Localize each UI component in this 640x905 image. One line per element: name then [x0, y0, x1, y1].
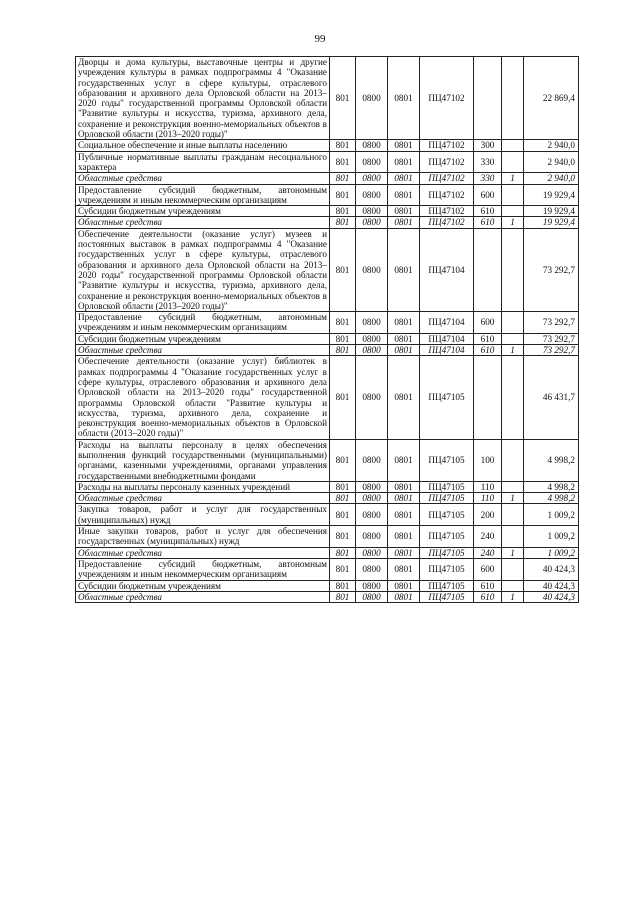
amount-cell: 4 998,2	[524, 493, 579, 504]
amount-cell: 4 998,2	[524, 439, 579, 481]
subsection-code-cell: 0801	[388, 356, 420, 439]
expense-type-cell: 110	[474, 493, 502, 504]
target-article-cell: ПЦ47104	[420, 345, 474, 356]
subsection-code-cell: 0801	[388, 526, 420, 548]
section-code-cell: 0800	[356, 217, 388, 228]
target-article-cell: ПЦ47102	[420, 140, 474, 151]
funding-source-cell	[502, 481, 524, 492]
target-article-cell: ПЦ47105	[420, 439, 474, 481]
expense-name-cell: Областные средства	[76, 345, 330, 356]
funding-source-cell	[502, 312, 524, 334]
grbs-code-cell: 801	[330, 151, 356, 173]
funding-source-cell	[502, 526, 524, 548]
expense-type-cell: 600	[474, 312, 502, 334]
table-row	[76, 493, 579, 504]
amount-cell: 40 424,3	[524, 580, 579, 591]
funding-source-cell: 1	[502, 591, 524, 602]
expense-type-cell: 240	[474, 526, 502, 548]
table-row	[76, 504, 579, 526]
expense-type-cell	[474, 57, 502, 140]
expense-name-cell: Областные средства	[76, 173, 330, 184]
grbs-code-cell: 801	[330, 140, 356, 151]
grbs-code-cell: 801	[330, 312, 356, 334]
section-code-cell: 0800	[356, 345, 388, 356]
expense-type-cell: 200	[474, 504, 502, 526]
grbs-code-cell: 801	[330, 481, 356, 492]
table-row	[76, 558, 579, 580]
subsection-code-cell: 0801	[388, 591, 420, 602]
grbs-code-cell: 801	[330, 345, 356, 356]
section-code-cell: 0800	[356, 547, 388, 558]
subsection-code-cell: 0801	[388, 493, 420, 504]
subsection-code-cell: 0801	[388, 217, 420, 228]
target-article-cell: ПЦ47105	[420, 504, 474, 526]
amount-cell: 40 424,3	[524, 558, 579, 580]
funding-source-cell: 1	[502, 217, 524, 228]
expense-name-cell: Социальное обеспечение и иные выплаты населению	[76, 140, 330, 151]
table-row	[76, 140, 579, 151]
expense-name-cell: Предоставление субсидий бюджетным, автономным учреждениям и иным некоммерческим организациям	[76, 558, 330, 580]
target-article-cell: ПЦ47102	[420, 217, 474, 228]
expense-name-cell: Предоставление субсидий бюджетным, автономным учреждениям и иным некоммерческим организациям	[76, 184, 330, 206]
expense-type-cell: 610	[474, 591, 502, 602]
expense-name-cell: Расходы на выплаты персоналу казенных учреждений	[76, 481, 330, 492]
funding-source-cell: 1	[502, 345, 524, 356]
target-article-cell: ПЦ47104	[420, 228, 474, 311]
amount-cell: 2 940,0	[524, 151, 579, 173]
subsection-code-cell: 0801	[388, 481, 420, 492]
budget-table-body	[76, 57, 579, 603]
grbs-code-cell: 801	[330, 228, 356, 311]
table-row	[76, 312, 579, 334]
expense-name-cell: Расходы на выплаты персоналу в целях обеспечения выполнения функций государственными (муниципальными) органами, казенными учреждениями, органами управления государственными внебюджетными фондами	[76, 439, 330, 481]
section-code-cell: 0800	[356, 580, 388, 591]
subsection-code-cell: 0801	[388, 439, 420, 481]
subsection-code-cell: 0801	[388, 504, 420, 526]
subsection-code-cell: 0801	[388, 184, 420, 206]
subsection-code-cell: 0801	[388, 228, 420, 311]
expense-name-cell: Областные средства	[76, 217, 330, 228]
target-article-cell: ПЦ47102	[420, 206, 474, 217]
target-article-cell: ПЦ47105	[420, 558, 474, 580]
target-article-cell: ПЦ47102	[420, 173, 474, 184]
amount-cell: 73 292,7	[524, 228, 579, 311]
section-code-cell: 0800	[356, 312, 388, 334]
section-code-cell: 0800	[356, 526, 388, 548]
funding-source-cell	[502, 206, 524, 217]
expense-name-cell: Областные средства	[76, 547, 330, 558]
grbs-code-cell: 801	[330, 356, 356, 439]
expense-type-cell	[474, 228, 502, 311]
table-row	[76, 547, 579, 558]
amount-cell: 1 009,2	[524, 504, 579, 526]
subsection-code-cell: 0801	[388, 151, 420, 173]
section-code-cell: 0800	[356, 184, 388, 206]
grbs-code-cell: 801	[330, 493, 356, 504]
subsection-code-cell: 0801	[388, 57, 420, 140]
funding-source-cell	[502, 580, 524, 591]
grbs-code-cell: 801	[330, 173, 356, 184]
section-code-cell: 0800	[356, 206, 388, 217]
amount-cell: 46 431,7	[524, 356, 579, 439]
funding-source-cell	[502, 504, 524, 526]
expense-type-cell: 240	[474, 547, 502, 558]
expense-type-cell: 300	[474, 140, 502, 151]
amount-cell: 40 424,3	[524, 591, 579, 602]
amount-cell: 1 009,2	[524, 547, 579, 558]
grbs-code-cell: 801	[330, 558, 356, 580]
expense-type-cell: 610	[474, 333, 502, 344]
amount-cell: 22 869,4	[524, 57, 579, 140]
section-code-cell: 0800	[356, 504, 388, 526]
expense-type-cell: 330	[474, 173, 502, 184]
target-article-cell: ПЦ47105	[420, 356, 474, 439]
expense-name-cell: Субсидии бюджетным учреждениям	[76, 206, 330, 217]
expense-name-cell: Закупка товаров, работ и услуг для государственных (муниципальных) нужд	[76, 504, 330, 526]
target-article-cell: ПЦ47105	[420, 526, 474, 548]
funding-source-cell	[502, 151, 524, 173]
amount-cell: 2 940,0	[524, 140, 579, 151]
grbs-code-cell: 801	[330, 217, 356, 228]
target-article-cell: ПЦ47102	[420, 57, 474, 140]
expense-type-cell: 610	[474, 206, 502, 217]
amount-cell: 19 929,4	[524, 217, 579, 228]
grbs-code-cell: 801	[330, 504, 356, 526]
table-row	[76, 591, 579, 602]
target-article-cell: ПЦ47105	[420, 493, 474, 504]
expense-name-cell: Предоставление субсидий бюджетным, автономным учреждениям и иным некоммерческим организациям	[76, 312, 330, 334]
expense-type-cell: 600	[474, 184, 502, 206]
expense-name-cell: Обеспечение деятельности (оказание услуг) музеев и постоянных выставок в рамках подпрограммы 4 "Оказание государственных услуг в сфере культуры, отраслевого образования и архивного дела Орловской области на 2013–2020 годы" государственной программы Орловской области "Развитие культуры и искусства, туризма, архивного дела, сохранение и реконструкция военно-мемориальных объектов в Орловской области (2013–2020 годы)"	[76, 228, 330, 311]
expense-name-cell: Субсидии бюджетным учреждениям	[76, 580, 330, 591]
table-row	[76, 345, 579, 356]
subsection-code-cell: 0801	[388, 206, 420, 217]
section-code-cell: 0800	[356, 591, 388, 602]
amount-cell: 19 929,4	[524, 184, 579, 206]
amount-cell: 19 929,4	[524, 206, 579, 217]
table-row	[76, 356, 579, 439]
grbs-code-cell: 801	[330, 547, 356, 558]
funding-source-cell	[502, 439, 524, 481]
subsection-code-cell: 0801	[388, 312, 420, 334]
section-code-cell: 0800	[356, 493, 388, 504]
funding-source-cell: 1	[502, 547, 524, 558]
funding-source-cell: 1	[502, 173, 524, 184]
funding-source-cell	[502, 333, 524, 344]
expense-type-cell	[474, 356, 502, 439]
subsection-code-cell: 0801	[388, 345, 420, 356]
section-code-cell: 0800	[356, 333, 388, 344]
grbs-code-cell: 801	[330, 57, 356, 140]
page-number: 99	[314, 33, 326, 45]
target-article-cell: ПЦ47105	[420, 547, 474, 558]
expense-name-cell: Субсидии бюджетным учреждениям	[76, 333, 330, 344]
budget-table	[75, 56, 579, 603]
section-code-cell: 0800	[356, 173, 388, 184]
expense-type-cell: 610	[474, 217, 502, 228]
section-code-cell: 0800	[356, 151, 388, 173]
grbs-code-cell: 801	[330, 206, 356, 217]
amount-cell: 73 292,7	[524, 333, 579, 344]
expense-name-cell: Дворцы и дома культуры, выставочные центры и другие учреждения культуры в рамках подпрограммы 4 "Оказание государственных услуг в сфере культуры, отраслевого образования и архивного дела Орловской области на 2013–2020 годы" государственной программы Орловской области "Развитие культуры и искусства, туризма, архивного дела, сохранение и реконструкция военно-мемориальных объектов в Орловской области (2013–2020 годы)"	[76, 57, 330, 140]
target-article-cell: ПЦ47102	[420, 184, 474, 206]
funding-source-cell	[502, 228, 524, 311]
expense-type-cell: 110	[474, 481, 502, 492]
grbs-code-cell: 801	[330, 333, 356, 344]
table-row	[76, 173, 579, 184]
amount-cell: 2 940,0	[524, 173, 579, 184]
subsection-code-cell: 0801	[388, 140, 420, 151]
expense-type-cell: 610	[474, 345, 502, 356]
section-code-cell: 0800	[356, 439, 388, 481]
subsection-code-cell: 0801	[388, 580, 420, 591]
table-row	[76, 526, 579, 548]
subsection-code-cell: 0801	[388, 173, 420, 184]
target-article-cell: ПЦ47104	[420, 333, 474, 344]
table-row	[76, 151, 579, 173]
expense-type-cell: 330	[474, 151, 502, 173]
subsection-code-cell: 0801	[388, 558, 420, 580]
section-code-cell: 0800	[356, 481, 388, 492]
target-article-cell: ПЦ47102	[420, 151, 474, 173]
target-article-cell: ПЦ47105	[420, 481, 474, 492]
amount-cell: 4 998,2	[524, 481, 579, 492]
funding-source-cell	[502, 558, 524, 580]
amount-cell: 73 292,7	[524, 345, 579, 356]
funding-source-cell	[502, 57, 524, 140]
grbs-code-cell: 801	[330, 439, 356, 481]
table-row	[76, 184, 579, 206]
target-article-cell: ПЦ47105	[420, 580, 474, 591]
grbs-code-cell: 801	[330, 580, 356, 591]
table-row	[76, 333, 579, 344]
amount-cell: 73 292,7	[524, 312, 579, 334]
funding-source-cell: 1	[502, 493, 524, 504]
expense-name-cell: Публичные нормативные выплаты гражданам несоциального характера	[76, 151, 330, 173]
target-article-cell: ПЦ47104	[420, 312, 474, 334]
section-code-cell: 0800	[356, 228, 388, 311]
subsection-code-cell: 0801	[388, 547, 420, 558]
grbs-code-cell: 801	[330, 184, 356, 206]
target-article-cell: ПЦ47105	[420, 591, 474, 602]
expense-name-cell: Обеспечение деятельности (оказание услуг) библиотек в рамках подпрограммы 4 "Оказание государственных услуг в сфере культуры, отраслевого образования и архивного дела Орловской области на 2013–2020 годы" государственной программы Орловской области "Развитие культуры и искусства, туризма, архивного дела, сохранение и реконструкция военно-мемориальных объектов в Орловской области (2013–2020 годы)"	[76, 356, 330, 439]
table-row	[76, 228, 579, 311]
expense-name-cell: Областные средства	[76, 591, 330, 602]
section-code-cell: 0800	[356, 57, 388, 140]
table-row	[76, 580, 579, 591]
expense-type-cell: 610	[474, 580, 502, 591]
expense-type-cell: 600	[474, 558, 502, 580]
funding-source-cell	[502, 184, 524, 206]
grbs-code-cell: 801	[330, 591, 356, 602]
table-row	[76, 217, 579, 228]
amount-cell: 1 009,2	[524, 526, 579, 548]
grbs-code-cell: 801	[330, 526, 356, 548]
expense-name-cell: Иные закупки товаров, работ и услуг для обеспечения государственных (муниципальных) нужд	[76, 526, 330, 548]
table-row	[76, 481, 579, 492]
expense-type-cell: 100	[474, 439, 502, 481]
subsection-code-cell: 0801	[388, 333, 420, 344]
funding-source-cell	[502, 356, 524, 439]
section-code-cell: 0800	[356, 140, 388, 151]
section-code-cell: 0800	[356, 356, 388, 439]
section-code-cell: 0800	[356, 558, 388, 580]
table-row	[76, 439, 579, 481]
table-row	[76, 206, 579, 217]
table-row	[76, 57, 579, 140]
expense-name-cell: Областные средства	[76, 493, 330, 504]
funding-source-cell	[502, 140, 524, 151]
